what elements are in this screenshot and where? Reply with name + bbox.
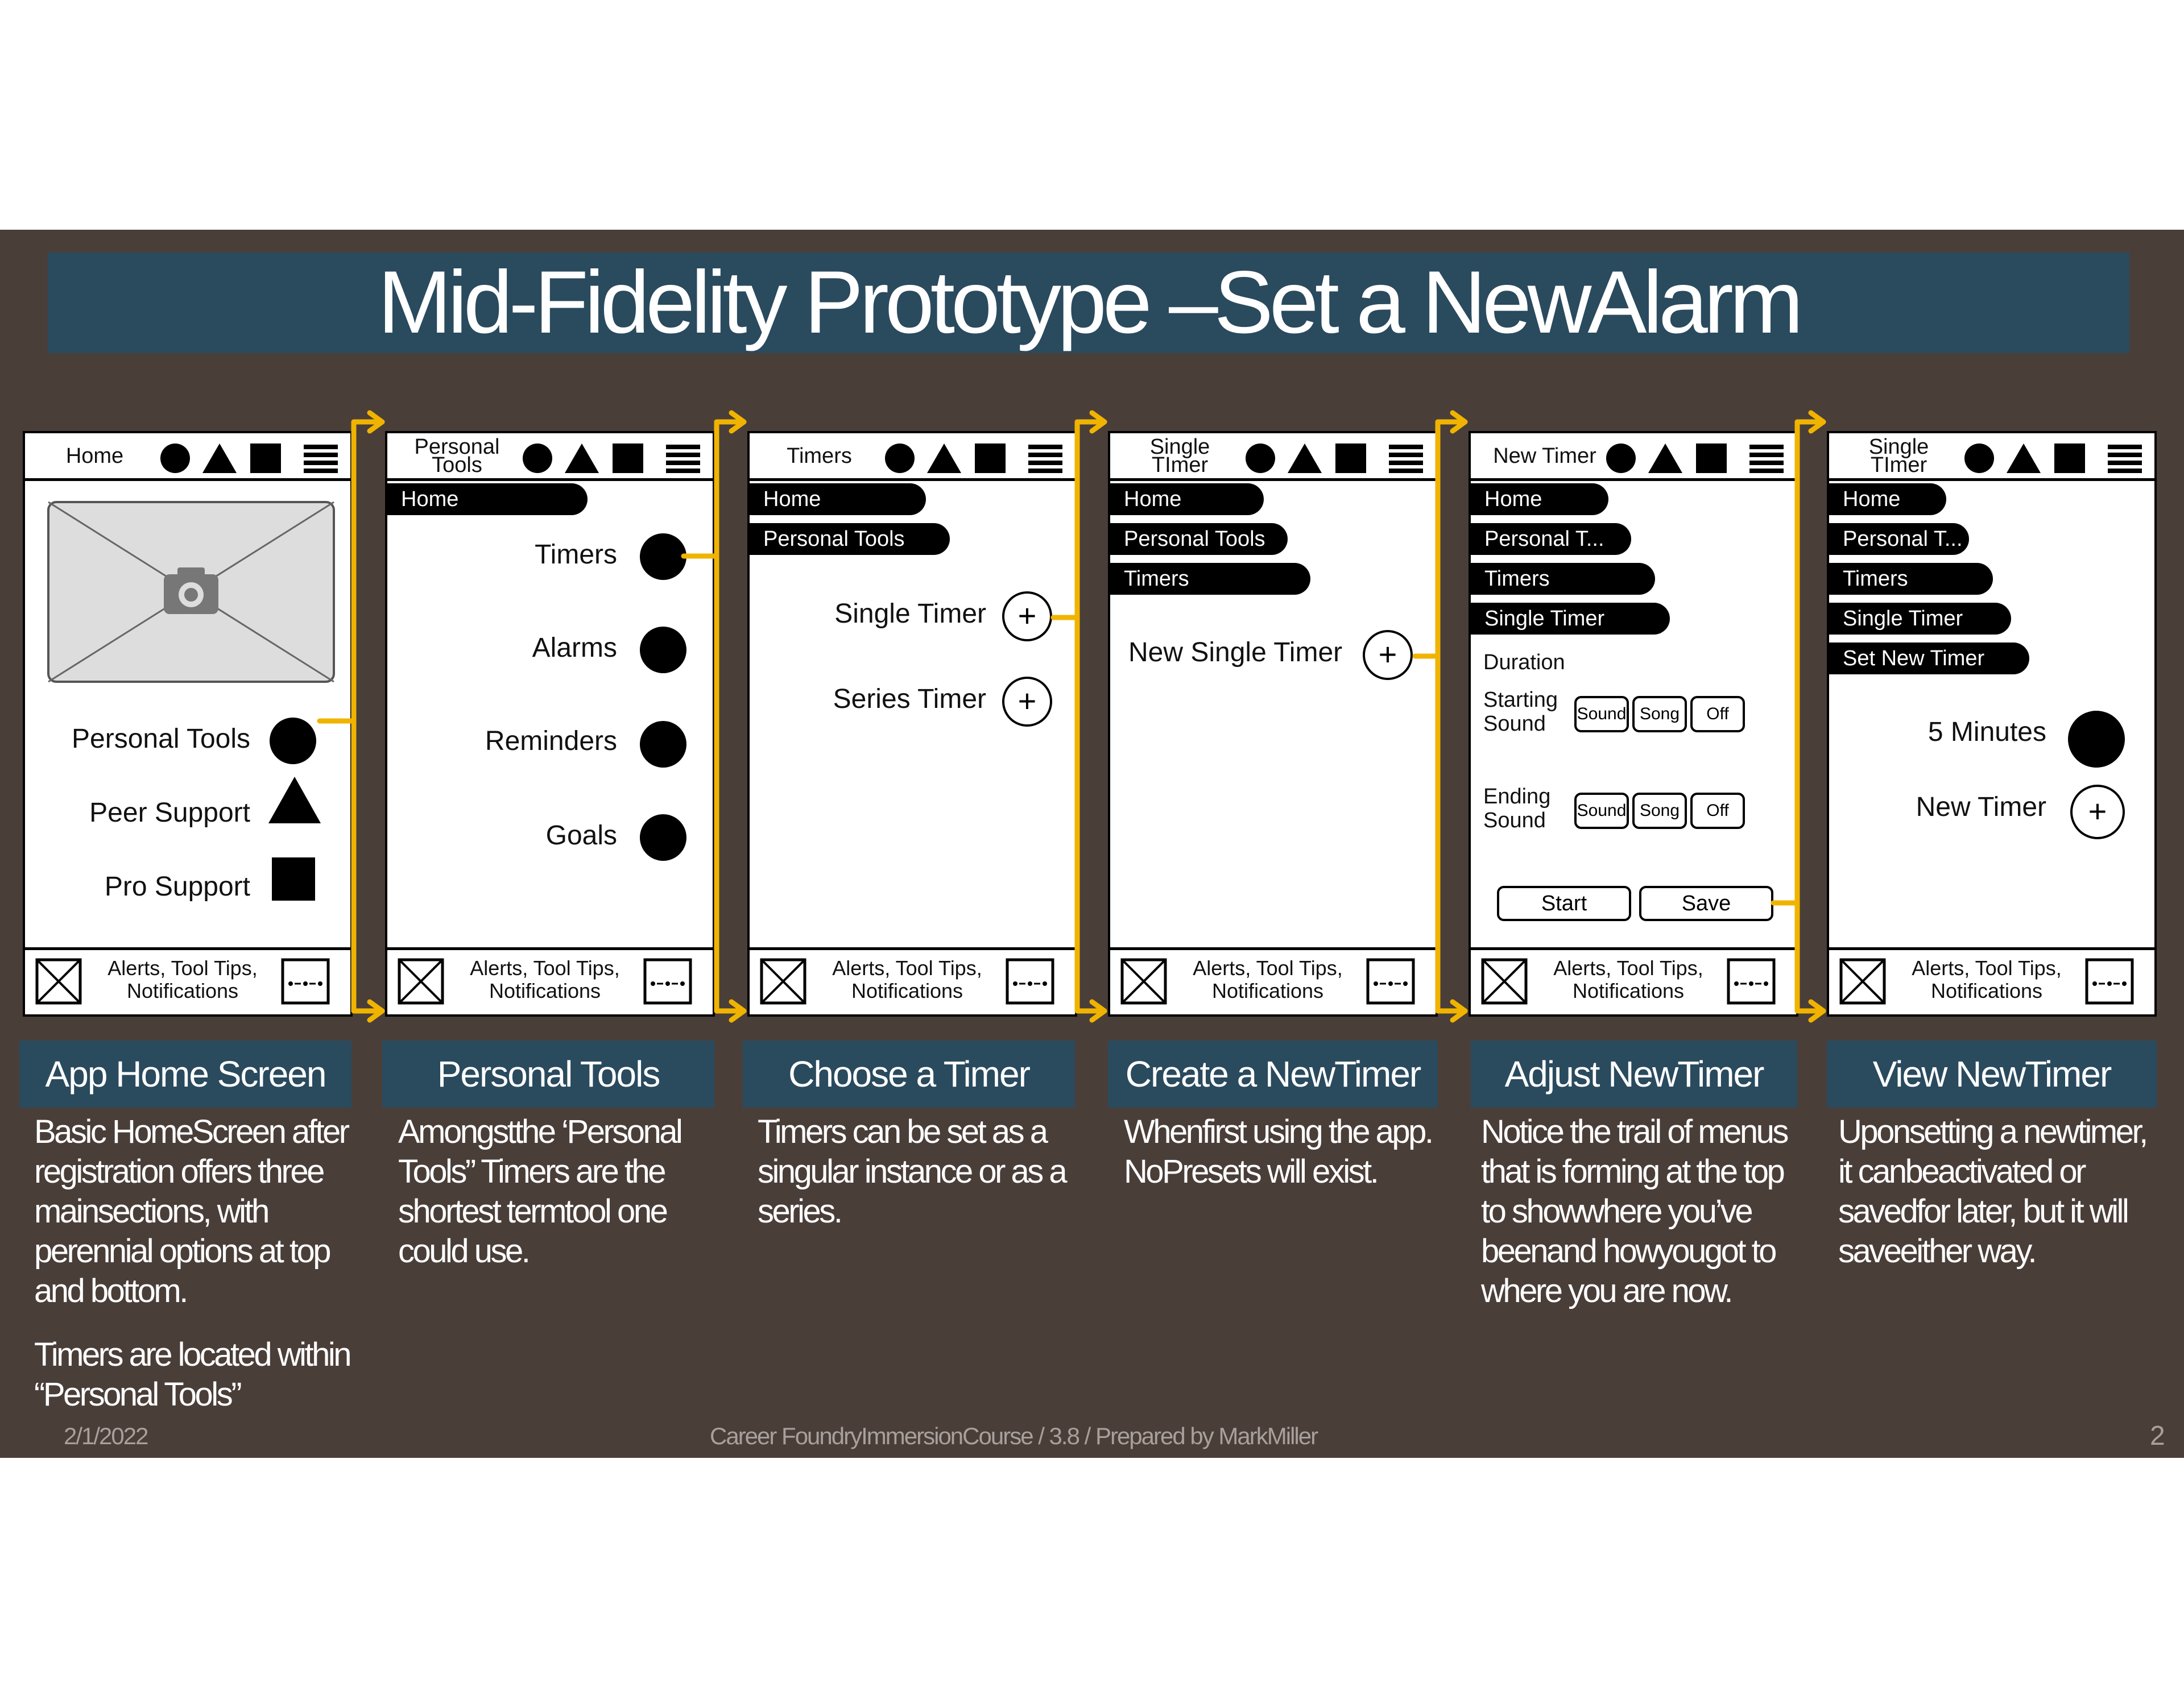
square-icon[interactable] — [272, 857, 315, 901]
close-box-icon[interactable] — [398, 958, 444, 1005]
description-view-new-timer: Uponsetting a newtimer, it canbeactivated or savedfor later, but it will saveeither way. — [1838, 1113, 2146, 1270]
triangle-icon[interactable] — [927, 443, 957, 473]
description-personal-tools: Amongstthe ‘Personal Tools” Timers are the shortest termtool one could use. — [398, 1113, 681, 1270]
circle-icon[interactable] — [885, 443, 915, 473]
footer-notifications-text: Alerts, Tool Tips, Notifications — [1912, 956, 2062, 1002]
footer-notifications-text: Alerts, Tool Tips, Notifications — [1193, 956, 1343, 1002]
screen-footer — [1829, 947, 2154, 1014]
menu-item-peer-support[interactable]: Peer Support — [89, 798, 250, 828]
footer-notifications-text: Alerts, Tool Tips, Notifications — [1553, 956, 1703, 1002]
more-options-icon[interactable] — [1366, 958, 1415, 1005]
add-icon[interactable]: + — [1002, 677, 1052, 727]
start-button[interactable]: Start — [1497, 886, 1631, 921]
screen-title: New Timer — [1493, 443, 1596, 468]
footer-notifications-text: Alerts, Tool Tips, Notifications — [107, 956, 258, 1002]
triangle-icon[interactable] — [565, 443, 594, 473]
screen-header — [1110, 433, 1436, 481]
screen-footer — [25, 947, 350, 1014]
ending-sound-option-off[interactable]: Off — [1690, 793, 1745, 829]
slide — [0, 230, 2184, 1458]
breadcrumb-home[interactable]: Home — [1829, 483, 1946, 515]
circle-icon[interactable] — [270, 718, 316, 764]
menu-item-timers[interactable]: Timers — [535, 540, 617, 570]
caption-personal-tools: Personal Tools — [382, 1041, 714, 1108]
circle-icon[interactable] — [160, 443, 190, 473]
screen-header — [750, 433, 1075, 481]
menu-item-alarms[interactable]: Alarms — [532, 633, 617, 663]
footer-notifications-text: Alerts, Tool Tips, Notifications — [832, 956, 982, 1002]
more-options-icon[interactable] — [2085, 958, 2134, 1005]
square-icon[interactable] — [2054, 443, 2085, 473]
circle-icon[interactable] — [2068, 711, 2125, 768]
triangle-icon[interactable] — [202, 443, 232, 473]
screen-footer — [387, 947, 713, 1014]
starting-sound-option-song[interactable]: Song — [1632, 696, 1687, 732]
ending-sound-option-song[interactable]: Song — [1632, 793, 1687, 829]
circle-icon[interactable] — [640, 721, 686, 768]
phone-screen-home — [23, 431, 353, 1017]
menu-item-personal-tools[interactable]: Personal Tools — [72, 724, 250, 754]
triangle-icon[interactable] — [1288, 443, 1317, 473]
starting-sound-option-sound[interactable]: Sound — [1574, 696, 1629, 732]
square-icon[interactable] — [250, 443, 281, 473]
close-box-icon[interactable] — [35, 958, 82, 1005]
description-app-home-screen-note: Timers are located within “Personal Tools” — [34, 1336, 350, 1413]
footer-notifications-text: Alerts, Tool Tips, Notifications — [470, 956, 620, 1002]
caption-app-home-screen: App Home Screen — [19, 1041, 351, 1108]
breadcrumb-personal-tools[interactable]: Personal Tools — [750, 523, 950, 555]
triangle-icon[interactable] — [268, 777, 321, 823]
circle-icon[interactable] — [1246, 443, 1275, 473]
description-choose-a-timer: Timers can be set as a singular instance or as a series. — [758, 1113, 1066, 1230]
hamburger-menu-icon[interactable] — [666, 443, 700, 473]
add-icon[interactable]: + — [2070, 785, 2125, 839]
circle-icon[interactable] — [640, 814, 686, 861]
menu-item-goals[interactable]: Goals — [545, 820, 617, 851]
triangle-icon[interactable] — [1648, 443, 1678, 473]
description-create-new-timer: Whenfirst using the app. NoPresets will exist. — [1124, 1113, 1432, 1190]
screen-footer — [1110, 947, 1436, 1014]
breadcrumb-home[interactable]: Home — [1110, 483, 1264, 515]
circle-icon[interactable] — [640, 533, 686, 580]
duration-label: Duration — [1483, 650, 1565, 674]
breadcrumb-single-timer[interactable]: Single Timer — [1471, 603, 1670, 635]
hamburger-menu-icon[interactable] — [1749, 443, 1784, 473]
description-app-home-screen: Basic HomeScreen after registration offers three mainsections, with perennial options at top and bottom. — [34, 1113, 348, 1309]
breadcrumb-personal-tools[interactable]: Personal Tools — [1110, 523, 1288, 555]
breadcrumb-home[interactable]: Home — [1471, 483, 1608, 515]
circle-icon[interactable] — [640, 627, 686, 673]
caption-create-new-timer: Create a NewTimer — [1108, 1041, 1438, 1108]
screen-footer — [750, 947, 1075, 1014]
square-icon[interactable] — [1335, 443, 1366, 473]
phone-screen-view-timer — [1827, 431, 2157, 1017]
breadcrumb-personal-tools[interactable]: Personal T... — [1829, 523, 1969, 555]
breadcrumb-timers[interactable]: Timers — [1110, 563, 1310, 595]
ending-sound-option-sound[interactable]: Sound — [1574, 793, 1629, 829]
more-options-icon[interactable] — [643, 958, 692, 1005]
breadcrumb-timers[interactable]: Timers — [1829, 563, 1993, 595]
breadcrumb-single-timer[interactable]: Single Timer — [1829, 603, 2011, 635]
starting-sound-option-off[interactable]: Off — [1690, 696, 1745, 732]
slide-title: Mid-Fidelity Prototype –Set a NewAlarm — [48, 252, 2129, 353]
phone-screen-new-timer — [1469, 431, 1798, 1017]
screen-title: Timers — [787, 443, 852, 468]
close-box-icon[interactable] — [760, 958, 806, 1005]
menu-item-new-single-timer[interactable]: New Single Timer — [1128, 637, 1343, 668]
image-placeholder — [47, 500, 336, 683]
starting-sound-label: Starting Sound — [1483, 688, 1558, 736]
phone-screen-timers — [747, 431, 1077, 1017]
breadcrumb-timers[interactable]: Timers — [1471, 563, 1655, 595]
hamburger-menu-icon[interactable] — [304, 443, 338, 473]
breadcrumb-set-new-timer[interactable]: Set New Timer — [1829, 643, 2029, 674]
caption-adjust-new-timer: Adjust NewTimer — [1471, 1041, 1797, 1108]
screen-header — [1829, 433, 2154, 481]
triangle-icon[interactable] — [2007, 443, 2036, 473]
menu-item-reminders[interactable]: Reminders — [485, 726, 617, 756]
square-icon[interactable] — [613, 443, 643, 473]
screen-header — [1471, 433, 1796, 481]
ending-sound-label: Ending Sound — [1483, 785, 1551, 832]
menu-item-pro-support[interactable]: Pro Support — [104, 872, 250, 902]
slide-course-info: Career FoundryImmersionCourse / 3.8 / Prepared by MarkMiller — [710, 1423, 1318, 1449]
description-adjust-new-timer: Notice the trail of menus that is forming at the top to showwhere you’ve beenand howyougot to where you are now. — [1481, 1113, 1787, 1309]
screen-header — [25, 433, 350, 481]
phone-screen-personal-tools — [385, 431, 715, 1017]
menu-item-series-timer[interactable]: Series Timer — [833, 684, 986, 714]
menu-item-single-timer[interactable]: Single Timer — [834, 599, 986, 629]
screen-title: Single TImer — [1868, 434, 1929, 477]
close-box-icon[interactable] — [1481, 958, 1528, 1005]
screen-title: Personal Tools — [414, 434, 500, 477]
screen-title: Home — [65, 443, 124, 468]
screen-title: Single TImer — [1149, 434, 1210, 477]
phone-screen-single-timer — [1108, 431, 1438, 1017]
hamburger-menu-icon[interactable] — [1389, 443, 1423, 473]
slide-date: 2/1/2022 — [64, 1423, 148, 1449]
add-icon[interactable]: + — [1002, 591, 1052, 641]
caption-view-new-timer: View NewTimer — [1827, 1041, 2157, 1108]
hamburger-menu-icon[interactable] — [2108, 443, 2142, 473]
circle-icon[interactable] — [523, 443, 552, 473]
breadcrumb-home[interactable]: Home — [750, 483, 926, 515]
square-icon[interactable] — [1696, 443, 1727, 473]
screen-footer — [1471, 947, 1796, 1014]
circle-icon[interactable] — [1606, 443, 1636, 473]
breadcrumb-home[interactable]: Home — [387, 483, 588, 515]
more-options-icon[interactable] — [1727, 958, 1776, 1005]
timer-preset-5-minutes[interactable]: 5 Minutes — [1927, 717, 2046, 747]
caption-choose-a-timer: Choose a Timer — [743, 1041, 1075, 1108]
hamburger-menu-icon[interactable] — [1028, 443, 1062, 473]
more-options-icon[interactable] — [1006, 958, 1054, 1005]
square-icon[interactable] — [975, 443, 1006, 473]
slide-page-number: 2 — [2150, 1421, 2164, 1451]
close-box-icon[interactable] — [1839, 958, 1886, 1005]
more-options-icon[interactable] — [281, 958, 330, 1005]
save-button[interactable]: Save — [1639, 886, 1773, 921]
close-box-icon[interactable] — [1120, 958, 1167, 1005]
screen-header — [387, 433, 713, 481]
breadcrumb-personal-tools[interactable]: Personal T... — [1471, 523, 1631, 555]
menu-item-new-timer[interactable]: New Timer — [1916, 792, 2046, 822]
add-icon[interactable]: + — [1363, 630, 1413, 680]
circle-icon[interactable] — [1964, 443, 1994, 473]
